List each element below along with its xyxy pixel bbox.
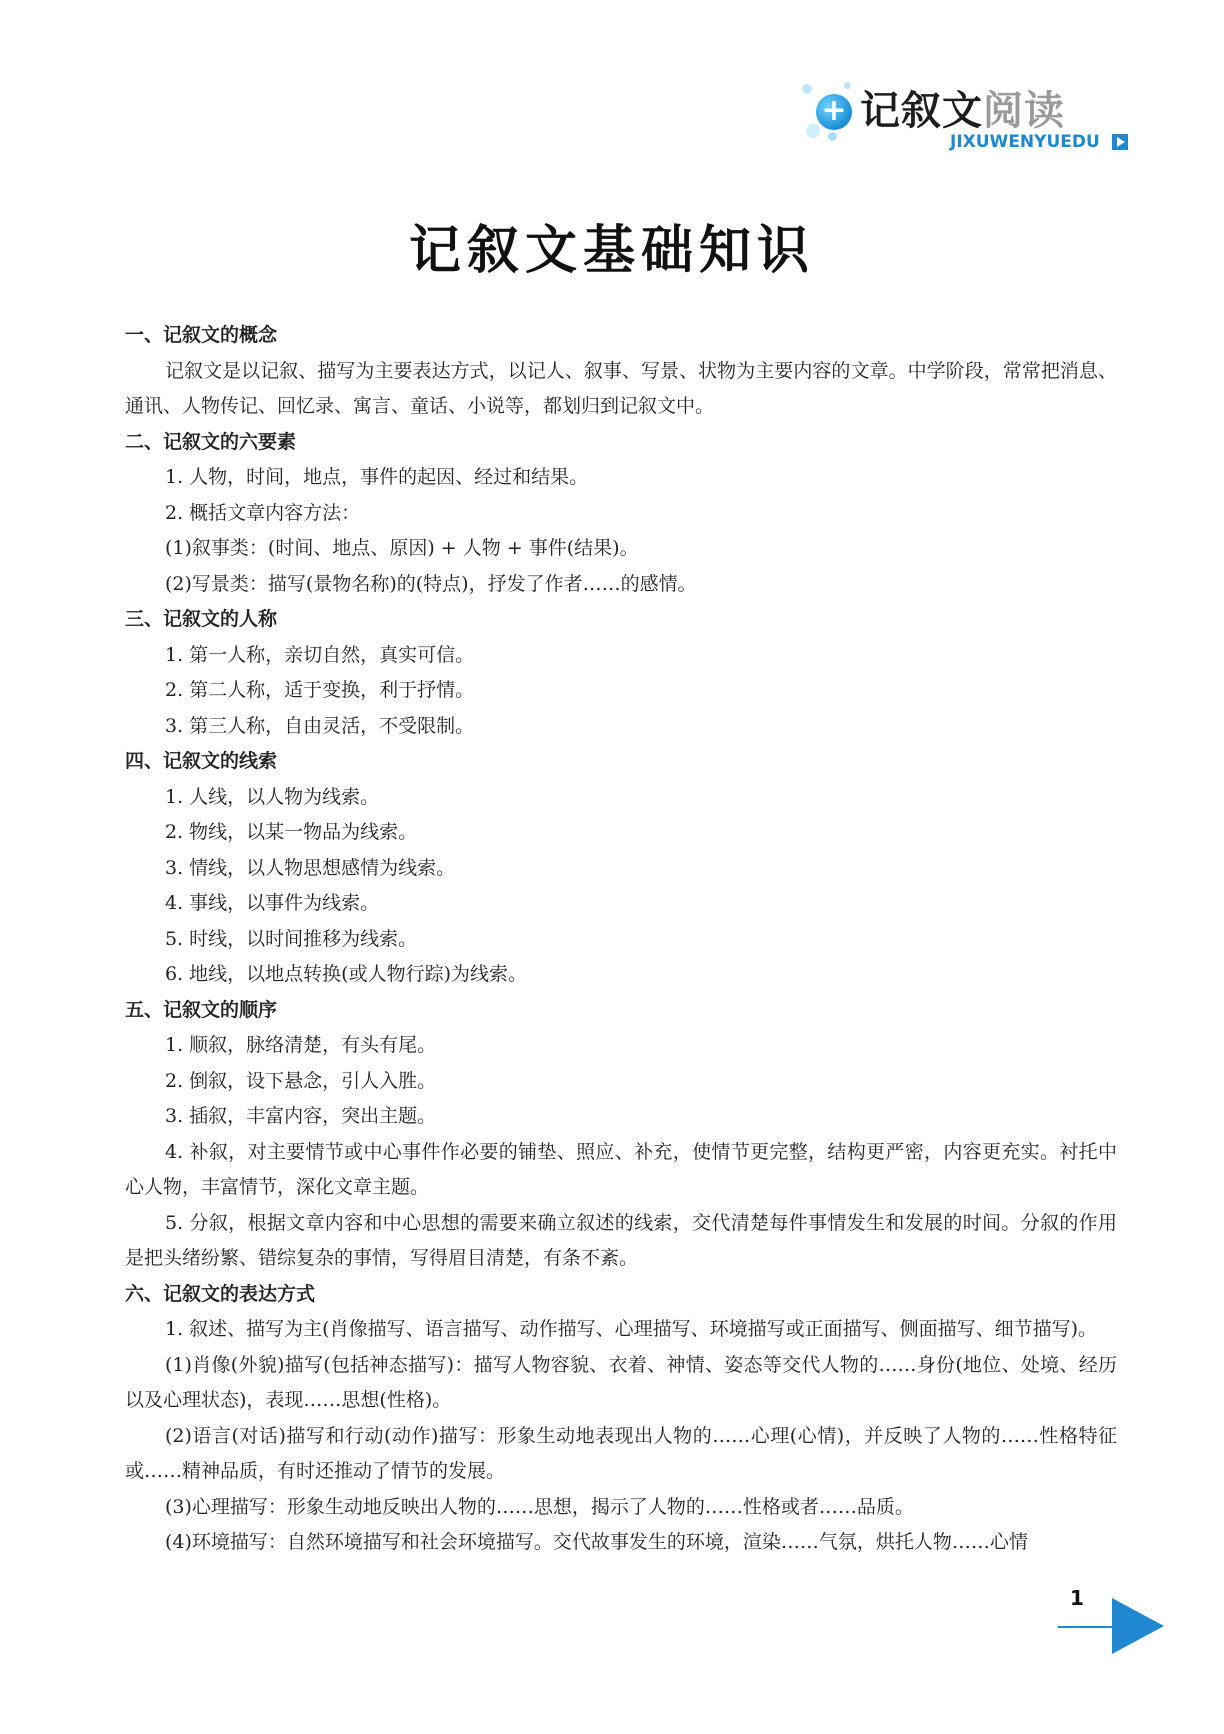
body-paragraph: 1. 叙述、描写为主(肖像描写、语言描写、动作描写、心理描写、环境描写或正面描写、侧面描写、细节描写)。 [165,1318,1097,1340]
body-paragraph: (4)环境描写：自然环境描写和社会环境描写。交代故事发生的环境，渲染……气氛，烘托人物……心情 [165,1531,1028,1553]
body-paragraph: (2)写景类：描写(景物名称)的(特点)，抒发了作者……的感情。 [165,572,697,595]
body-paragraph: (1)叙事类：(时间、地点、原因) + 人物 + 事件(结果)。 [165,537,639,559]
body-paragraph: 1. 人物，时间，地点，事件的起因、经过和结果。 [165,466,589,488]
body-paragraph: (3)心理描写：形象生动地反映出人物的……思想，揭示了人物的……性格或者……品质。 [165,1495,914,1518]
body-paragraph: 2. 概括文章内容方法： [165,501,361,524]
body-paragraph: 1. 第一人称，亲切自然，真实可信。 [165,643,475,666]
bubble-decoration [802,84,812,94]
body-paragraph: 6. 地线，以地点转换(或人物行踪)为线索。 [165,963,527,985]
next-arrow-icon [1112,1598,1164,1654]
section-heading: 五、记叙文的顺序 [125,998,278,1021]
body-paragraph: 3. 插叙，丰富内容，突出主题。 [165,1105,437,1127]
page-number: 1 [1070,1586,1084,1610]
body-paragraph: 4. 补叙，对主要情节或中心事件作必要的铺垫、照应、补充，使情节更完整，结构更严密，内容更充实。衬托中心人物，丰富情节，深化文章主题。 [125,1140,1117,1198]
section-heading: 一、记叙文的概念 [125,324,278,346]
section-heading: 六、记叙文的表达方式 [125,1282,316,1305]
header-title [860,86,1065,136]
body-paragraph: 2. 倒叙，设下悬念，引人入胜。 [165,1069,437,1092]
header-logo [800,80,1130,160]
body-paragraph: 4. 事线，以事件为线索。 [165,892,380,914]
body-paragraph: 3. 第三人称，自由灵活，不受限制。 [165,714,475,737]
body-paragraph: 1. 顺叙，脉络清楚，有头有尾。 [165,1034,437,1056]
body-paragraph: 1. 人线，以人物为线索。 [165,785,380,808]
header-title-dark: 记叙文 [860,88,983,134]
section-heading: 四、记叙文的线索 [125,750,278,772]
bubble-decoration [828,132,837,141]
body-paragraph: 2. 物线，以某一物品为线索。 [165,821,418,843]
bubble-decoration [806,124,820,138]
page-number-underline [1058,1626,1118,1628]
document-body [125,318,1117,1561]
header-subtitle: JIXUWENYUEDU [950,132,1100,152]
section-heading: 二、记叙文的六要素 [125,430,297,453]
plus-icon: + [816,94,852,130]
header-title-light: 阅读 [983,88,1065,134]
body-paragraph: (2)语言(对话)描写和行动(动作)描写：形象生动地表现出人物的……心理(心情)，并反映了人物的……性格特征或……精神品质，有时还推动了情节的发展。 [125,1424,1117,1482]
body-paragraph: 记叙文是以记叙、描写为主要表达方式，以记人、叙事、写景、状物为主要内容的文章。中学阶段，常常把消息、通讯、人物传记、回忆录、寓言、童话、小说等，都划归到记叙文中。 [125,359,1117,417]
body-paragraph: 2. 第二人称，适于变换，利于抒情。 [165,679,475,701]
page-title: 记叙文基础知识 [408,220,815,281]
body-paragraph: (1)肖像(外貌)描写(包括神态描写)：描写人物容貌、衣着、神情、姿态等交代人物的……身份(地位、处境、经历以及心理状态)，表现……思想(性格)。 [125,1353,1117,1411]
section-heading: 三、记叙文的人称 [125,608,278,630]
body-paragraph: 5. 时线，以时间推移为线索。 [165,927,418,950]
bubble-decoration [844,82,851,89]
body-paragraph: 3. 情线，以人物思想感情为线索。 [165,856,456,879]
body-paragraph: 5. 分叙，根据文章内容和中心思想的需要来确立叙述的线索，交代清楚每件事情发生和发展的时间。分叙的作用是把头绪纷繁、错综复杂的事情，写得眉目清楚，有条不紊。 [125,1211,1117,1269]
play-arrow-icon [1112,134,1128,150]
